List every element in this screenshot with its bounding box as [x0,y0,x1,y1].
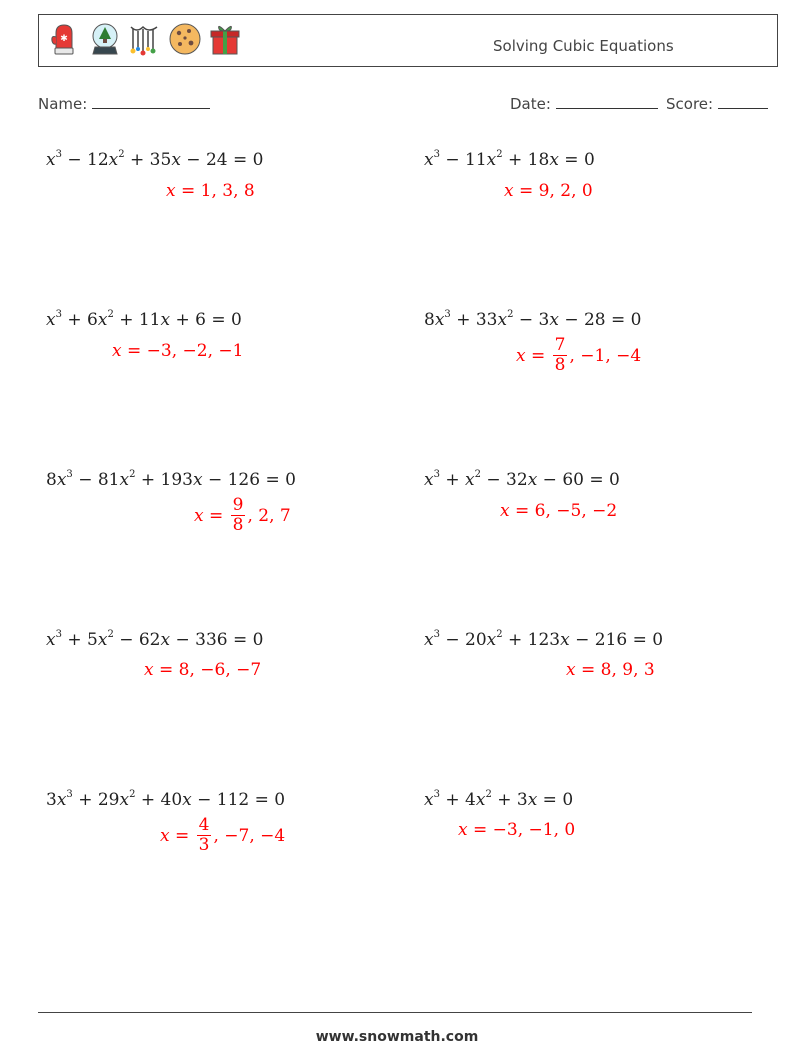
problem-answer: x = 9, 2, 0 [504,181,593,201]
string-lights-icon [127,21,163,57]
problem-equation: $x^3 + x^2 - 32x - 60 = 0$ [424,469,620,490]
problem-equation: $3x^3 + 29x^2 + 40x - 112 = 0$ [46,789,286,810]
problem-answer: x = 8, −6, −7 [144,660,262,680]
problem-equation: $x^3 + 5x^2 - 62x - 336 = 0$ [46,629,264,650]
date-label: Date: [510,95,551,113]
problem-answer: x = 6, −5, −2 [500,501,618,521]
problem-equation: $x^3 + 6x^2 + 11x + 6 = 0$ [46,309,242,330]
problem-answer: x = $\frac{9}{8}$ , 2, 7 [194,495,291,535]
problem-answer: x = 8, 9, 3 [566,660,655,680]
problem-equation: $x^3 - 12x^2 + 35x - 24 = 0$ [46,149,264,170]
problem-equation: $x^3 - 20x^2 + 123x - 216 = 0$ [424,629,664,650]
problem-answer: x = 1, 3, 8 [166,181,255,201]
cookie-icon [167,21,203,57]
score-field[interactable] [666,94,768,113]
problem-answer: x = −3, −2, −1 [112,341,244,361]
problem-answer: x = −3, −1, 0 [458,820,576,840]
date-blank[interactable] [556,94,658,109]
score-label: Score: [666,95,714,113]
name-blank[interactable] [92,94,210,109]
problem-answer: x = $\frac{7}{8}$ , −1, −4 [516,335,642,375]
problem-equation: $8x^3 - 81x^2 + 193x - 126 = 0$ [46,469,296,490]
problem-equation: $x^3 + 4x^2 + 3x = 0$ [424,789,574,810]
answer-fraction: $\frac{4}{3}$ [198,815,210,855]
svg-text:✱: ✱ [60,34,68,44]
header-icons [47,21,243,57]
gift-icon [207,21,243,57]
name-label: Name: [38,95,88,113]
footer-divider [38,1012,752,1013]
name-field[interactable] [38,94,210,113]
problem-equation: $x^3 - 11x^2 + 18x = 0$ [424,149,595,170]
score-blank[interactable] [718,94,768,109]
problem-answer: x = $\frac{4}{3}$ , −7, −4 [160,815,286,855]
answer-fraction: $\frac{9}{8}$ [232,495,244,535]
mitten-icon [47,21,83,57]
date-field[interactable] [510,94,658,113]
worksheet-title: Solving Cubic Equations [493,37,674,55]
snow-globe-icon [87,21,123,57]
footer-url: www.snowmath.com [315,1029,479,1045]
problem-equation: $8x^3 + 33x^2 - 3x - 28 = 0$ [424,309,642,330]
worksheet-header [38,14,778,67]
answer-fraction: $\frac{7}{8}$ [554,335,566,375]
